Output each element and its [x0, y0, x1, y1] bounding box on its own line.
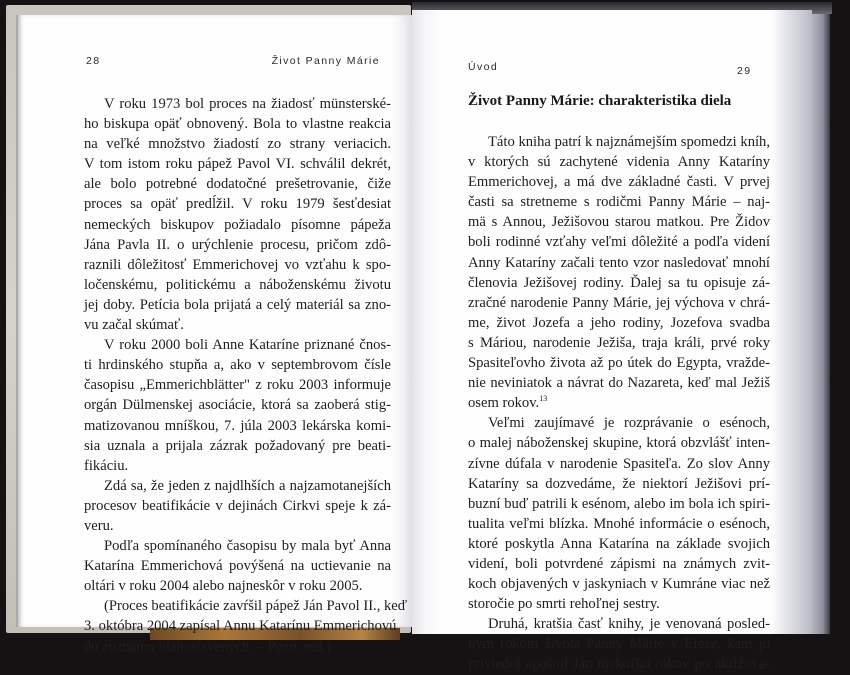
text-line: nemeckých biskupov požiadalo písomne pápeža — [84, 216, 391, 233]
text-line: me, život Jozefa a jeho rodiny, Jozefova svadba — [468, 314, 770, 331]
paragraph — [84, 335, 391, 476]
text-line: v ktorých sú zachytené videnia Anny Kataríny — [468, 154, 770, 171]
text-line: ným rokom života Panny Márie v Efeze, kam ju — [468, 636, 770, 653]
text-line: fikáciu. — [84, 457, 129, 474]
text-line: do zoznamu blahoslavených. – Pozn. red.) — [84, 638, 332, 655]
left-body-text — [84, 94, 408, 657]
text-line: matizovanou mníškou, 7. júla 2003 lekárska komi- — [84, 417, 391, 434]
footnote-reference: 13 — [539, 394, 548, 404]
text-line: Spasiteľovho života až po útek do Egypta, vražde- — [468, 355, 770, 372]
paragraph — [468, 132, 770, 413]
left-page-number: 28 — [86, 55, 101, 67]
text-line: členovia Ježišovej rodiny. Ďalej sa tu opisuje zá- — [468, 274, 770, 291]
text-line: Anny Kataríny začali tento vzor nasledovať mnohí — [468, 254, 770, 271]
text-line: videní, boli potvrdené zápismi na známych zvit- — [468, 555, 770, 572]
text-line: nie neviniatok a návrat do Nazareta, keď mal Ježiš — [468, 375, 770, 392]
left-running-head: Život Panny Márie — [271, 55, 380, 67]
text-line: zívne dúfala v narodenie Spasiteľa. Zo slov Anny — [468, 455, 770, 472]
text-line: Podľa spomínaného časopisu by mala byť Anna — [104, 538, 391, 555]
paragraph — [84, 94, 391, 335]
text-line: ho biskupa opäť obnovený. Bola to vlastne reakcia — [84, 116, 391, 133]
text-line: ti hrdinského stupňa a, ako v septembrovom čísle — [84, 357, 391, 374]
text-line: Táto kniha patrí k najznámejším spomedzi kníh, — [488, 134, 770, 150]
paragraph — [84, 476, 391, 536]
text-line: zračné narodenie Panny Márie, jej výchova v chrá- — [468, 294, 770, 311]
text-line: ktoré poskytla Anna Katarína na základe svojich — [468, 535, 770, 552]
right-page-number: 29 — [737, 65, 752, 77]
chapter-heading: Život Panny Márie: charakteristika diela — [468, 93, 732, 109]
text-line: časti sa stretneme s rodičmi Panny Márie – naj- — [468, 194, 770, 211]
text-line: Veľmi zaujímavé je rozprávanie o esénoch, — [488, 415, 770, 432]
text-line: osem rokov.$^{13}$ — [468, 394, 548, 412]
left-page — [16, 15, 414, 655]
text-line: Druhá, kratšia časť knihy, je venovaná posled- — [488, 616, 770, 633]
text-line: na veľké množstvo žiadostí zo strany veriacich. — [84, 136, 391, 153]
text-line: ale bolo potrebné dodatočné prešetrovanie, čiže — [84, 176, 391, 193]
right-body-text — [468, 132, 770, 675]
paragraph — [84, 596, 408, 656]
text-line: oltári v roku 2004 alebo najneskôr v roku 2005. — [84, 578, 363, 595]
text-line: koch objavených v jaskyniach v Kumráne viac než — [468, 576, 770, 593]
text-line: orgán Dülmenskej asociácie, ktorá sa zaoberá stig- — [84, 397, 391, 414]
text-line: V roku 2000 boli Anne Kataríne priznané čnos- — [104, 337, 391, 354]
text-line: Emmerichovej, a má dve základné časti. V prvej — [468, 174, 770, 191]
text-line: raznili dôležitosť Emmerichovej vo vzťahu k spo- — [84, 256, 391, 273]
text-line: veru. — [84, 517, 114, 534]
text-line: časopisu „Emmerichblätter" z roku 2003 informuje — [84, 377, 391, 394]
text-line: buzní buď patrili k esénom, alebo im bola ich spiri- — [468, 495, 770, 512]
text-line: tualita veľmi blízka. Mnohé informácie o esénoch, — [468, 515, 770, 532]
text-line: 3. októbra 2004 zapísal Annu Katarínu Emmerichovú — [84, 618, 397, 635]
text-line: procesov beatifikácie v dejinách Cirkvi speje k zá- — [84, 497, 391, 514]
text-line: storočie po smrti rehoľnej sestry. — [468, 596, 660, 613]
text-line: o malej náboženskej skupine, ktorá obzvlášť inten- — [468, 435, 770, 452]
text-line: (Proces beatifikácie zavŕšil pápež Ján Pavol II., keď — [104, 598, 408, 615]
text-line: V tom istom roku pápež Pavol VI. schválil dekrét, — [84, 156, 391, 173]
paragraph — [468, 413, 770, 614]
text-line: Katarína Emmerichová povýšená na uctievanie na — [84, 558, 391, 575]
text-line: jej doby. Petícia bola prijatá a celý materiál sa zno- — [84, 296, 391, 313]
right-page — [412, 10, 812, 673]
text-line: vu začal skúmať. — [84, 317, 184, 334]
text-line: priviedol apoštol Ján niekoľko rokov po ukrižova- — [468, 656, 770, 673]
text-line: s Máriou, narodenie Ježiša, traja králi, prvé roky — [468, 334, 770, 351]
paragraph — [468, 614, 770, 674]
right-page-edge — [812, 14, 830, 634]
text-line: ločenskému, politickému a náboženskému životu — [84, 276, 391, 293]
text-line: proces sa opäť predĺžil. V roku 1979 šesťdesiat — [84, 196, 391, 213]
text-line: sia uznala a prijala zázrak požadovaný pre beati- — [84, 437, 391, 454]
text-line: Zdá sa, že jeden z najdlhších a najzamotanejších — [104, 477, 391, 494]
text-line: Jána Pavla II. o urýchlenie procesu, pričom zdô- — [84, 236, 391, 253]
right-running-head: Úvod — [468, 61, 499, 73]
paragraph — [84, 536, 391, 596]
text-line: boli rodinné vzťahy veľmi dôležité a podľa videní — [468, 234, 770, 251]
text-line: Kataríny sa dozvedáme, že niektorí Ježišovi prí- — [468, 475, 770, 492]
text-line: V roku 1973 bol proces na žiadosť münsterské- — [104, 96, 391, 112]
text-line: mä s Annou, Ježišovou starou matkou. Pre Židov — [468, 214, 770, 231]
